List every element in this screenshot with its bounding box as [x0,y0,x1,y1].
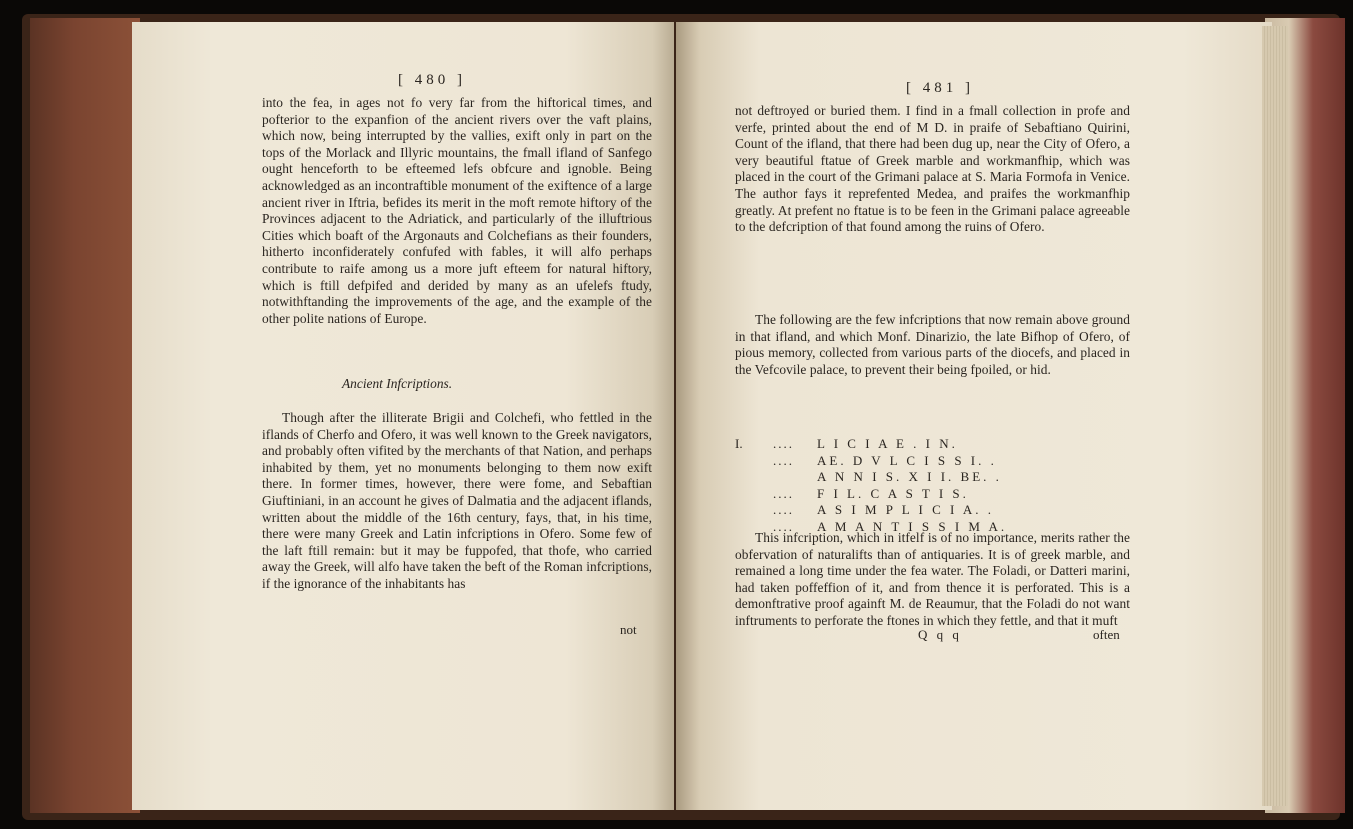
right-para2-text: The following are the few infcriptions that now remain above ground in that ifland, and which Monf. Dinarizio, the late Bifhop of Ofero, of pious memory, collected from various parts of the diocefs, and placed in the Vefcovile palace, to prevent their being fpoiled, or hid. [735,312,1130,377]
page-edges [1262,26,1288,806]
left-folio: [ 480 ] [398,72,466,88]
section-heading: Ancient Infcriptions. [342,376,453,391]
inscription-line [735,486,1115,503]
right-paragraph-2 [735,312,1130,378]
inscription-dots: .... [773,452,794,468]
inscription-text: A M A N T I S S I M A. [817,518,1008,534]
right-para3-text: This infcription, which in itfelf is of no importance, merits rather the obfervation of naturalifts than of antiquaries. It is of greek marble, and remained a long time under the fea water. The Foladi, or Datteri marini, had taken poffeffion of it, and from thence it is perforated. This is a demonftrative proof againft M. de Reaumur, that the Foladi do not want inftruments to perforate the ftones in which they fettle, and that it muft [735,530,1130,628]
left-paragraph-2 [262,410,652,593]
right-catchword: often [1093,627,1120,642]
left-para1-text: into the fea, in ages not fo very far from the hiftorical times, and pofterior to the expanfion of the ancient rivers over the vaft plains, which now, being interrupted by the vallies, exift only in part on the tops of the Morlack and Illyric mountains, the fmall ifland of Sanfego ought henceforth to be efteemed lefs obfcure and ignoble. Being acknowledged as an incontraftible monument of the exiftence of a large ancient river in Iftria, befides its merit in the moft remote hiftory of the Provinces adjacent to the Adriatick, and particularly of the illuftrious Cities which boaft of the Argonauts and Colchefians as their founders, hitherto inconfiderately confufed with fables, it will alfo perhaps contribute to raife among us a more juft efteem for natural hiftory, which is ftill defpifed and derided by many as an ufelefs ftudy, notwithftanding the improvements of the age, and the example of the other polite nations of Europe. [262,95,652,326]
inscription-dots: .... [773,485,794,501]
inscription-dots: .... [773,518,794,534]
right-para1-text: not deftroyed or buried them. I find in a fmall collection in profe and verfe, printed about the end of M D. in praife of Sebaftiano Quirini, Count of the ifland, that there had been dug up, near the City of Ofero, a very beautiful ftatue of Greek marble and workmanfhip, which was placed in the court of the Grimani palace at S. Maria Formofa in Venice. The author fays it reprefented Medea, and praifes the workmanfhip greatly. At prefent no ftatue is to be feen in the Grimani palace agreeable to the defcription of that found among the ruins of Ofero. [735,103,1130,235]
right-paragraph-1 [735,103,1130,236]
inscription-text: AE. D V L C I S S I. . [817,452,997,468]
left-para2-text: Though after the illiterate Brigii and Colchefi, who fettled in the iflands of Cherfo and Ofero, it was well known to the Greek navigators, and probably often vifited by the merchants of that Nation, and perhaps inhabited by them, yet no monuments belonging to them now exift there. In former times, however, there were fome, and Sebaftian Giuftiniani, in an account he gives of Dalmatia and the adjacent iflands, written about the middle of the 16th century, fays, that, in his time, there were many Greek and Latin infcriptions in Ofero. Some few of the laft ftill remain: but it may be fuppofed, that thofe, who carried away the Greek, will alfo have taken the beft of the Roman infcriptions, if the ignorance of the inhabitants has [262,410,652,591]
inscription-dots: .... [773,502,794,518]
left-paragraph-1 [262,95,652,327]
inscription-text: F I L. C A S T I S. [817,485,969,501]
inscription-number: I. [735,436,743,451]
left-cover [30,18,140,813]
inscription-line [735,453,1115,470]
signature-mark: Q q q [918,627,962,642]
left-catchword: not [620,622,637,637]
inscription-block [735,436,1115,536]
inscription-line [735,436,1115,453]
inscription-text: A N N I S. X I I. BE. . [817,469,1002,485]
inscription-line [735,469,1115,486]
inscription-dots: .... [773,436,794,451]
right-paragraph-3 [735,530,1130,630]
right-folio: [ 481 ] [906,80,974,96]
inscription-text: A S I M P L I C I A. . [817,502,994,518]
inscription-line [735,502,1115,519]
inscription-text: L I C I A E . I N. [817,436,958,451]
